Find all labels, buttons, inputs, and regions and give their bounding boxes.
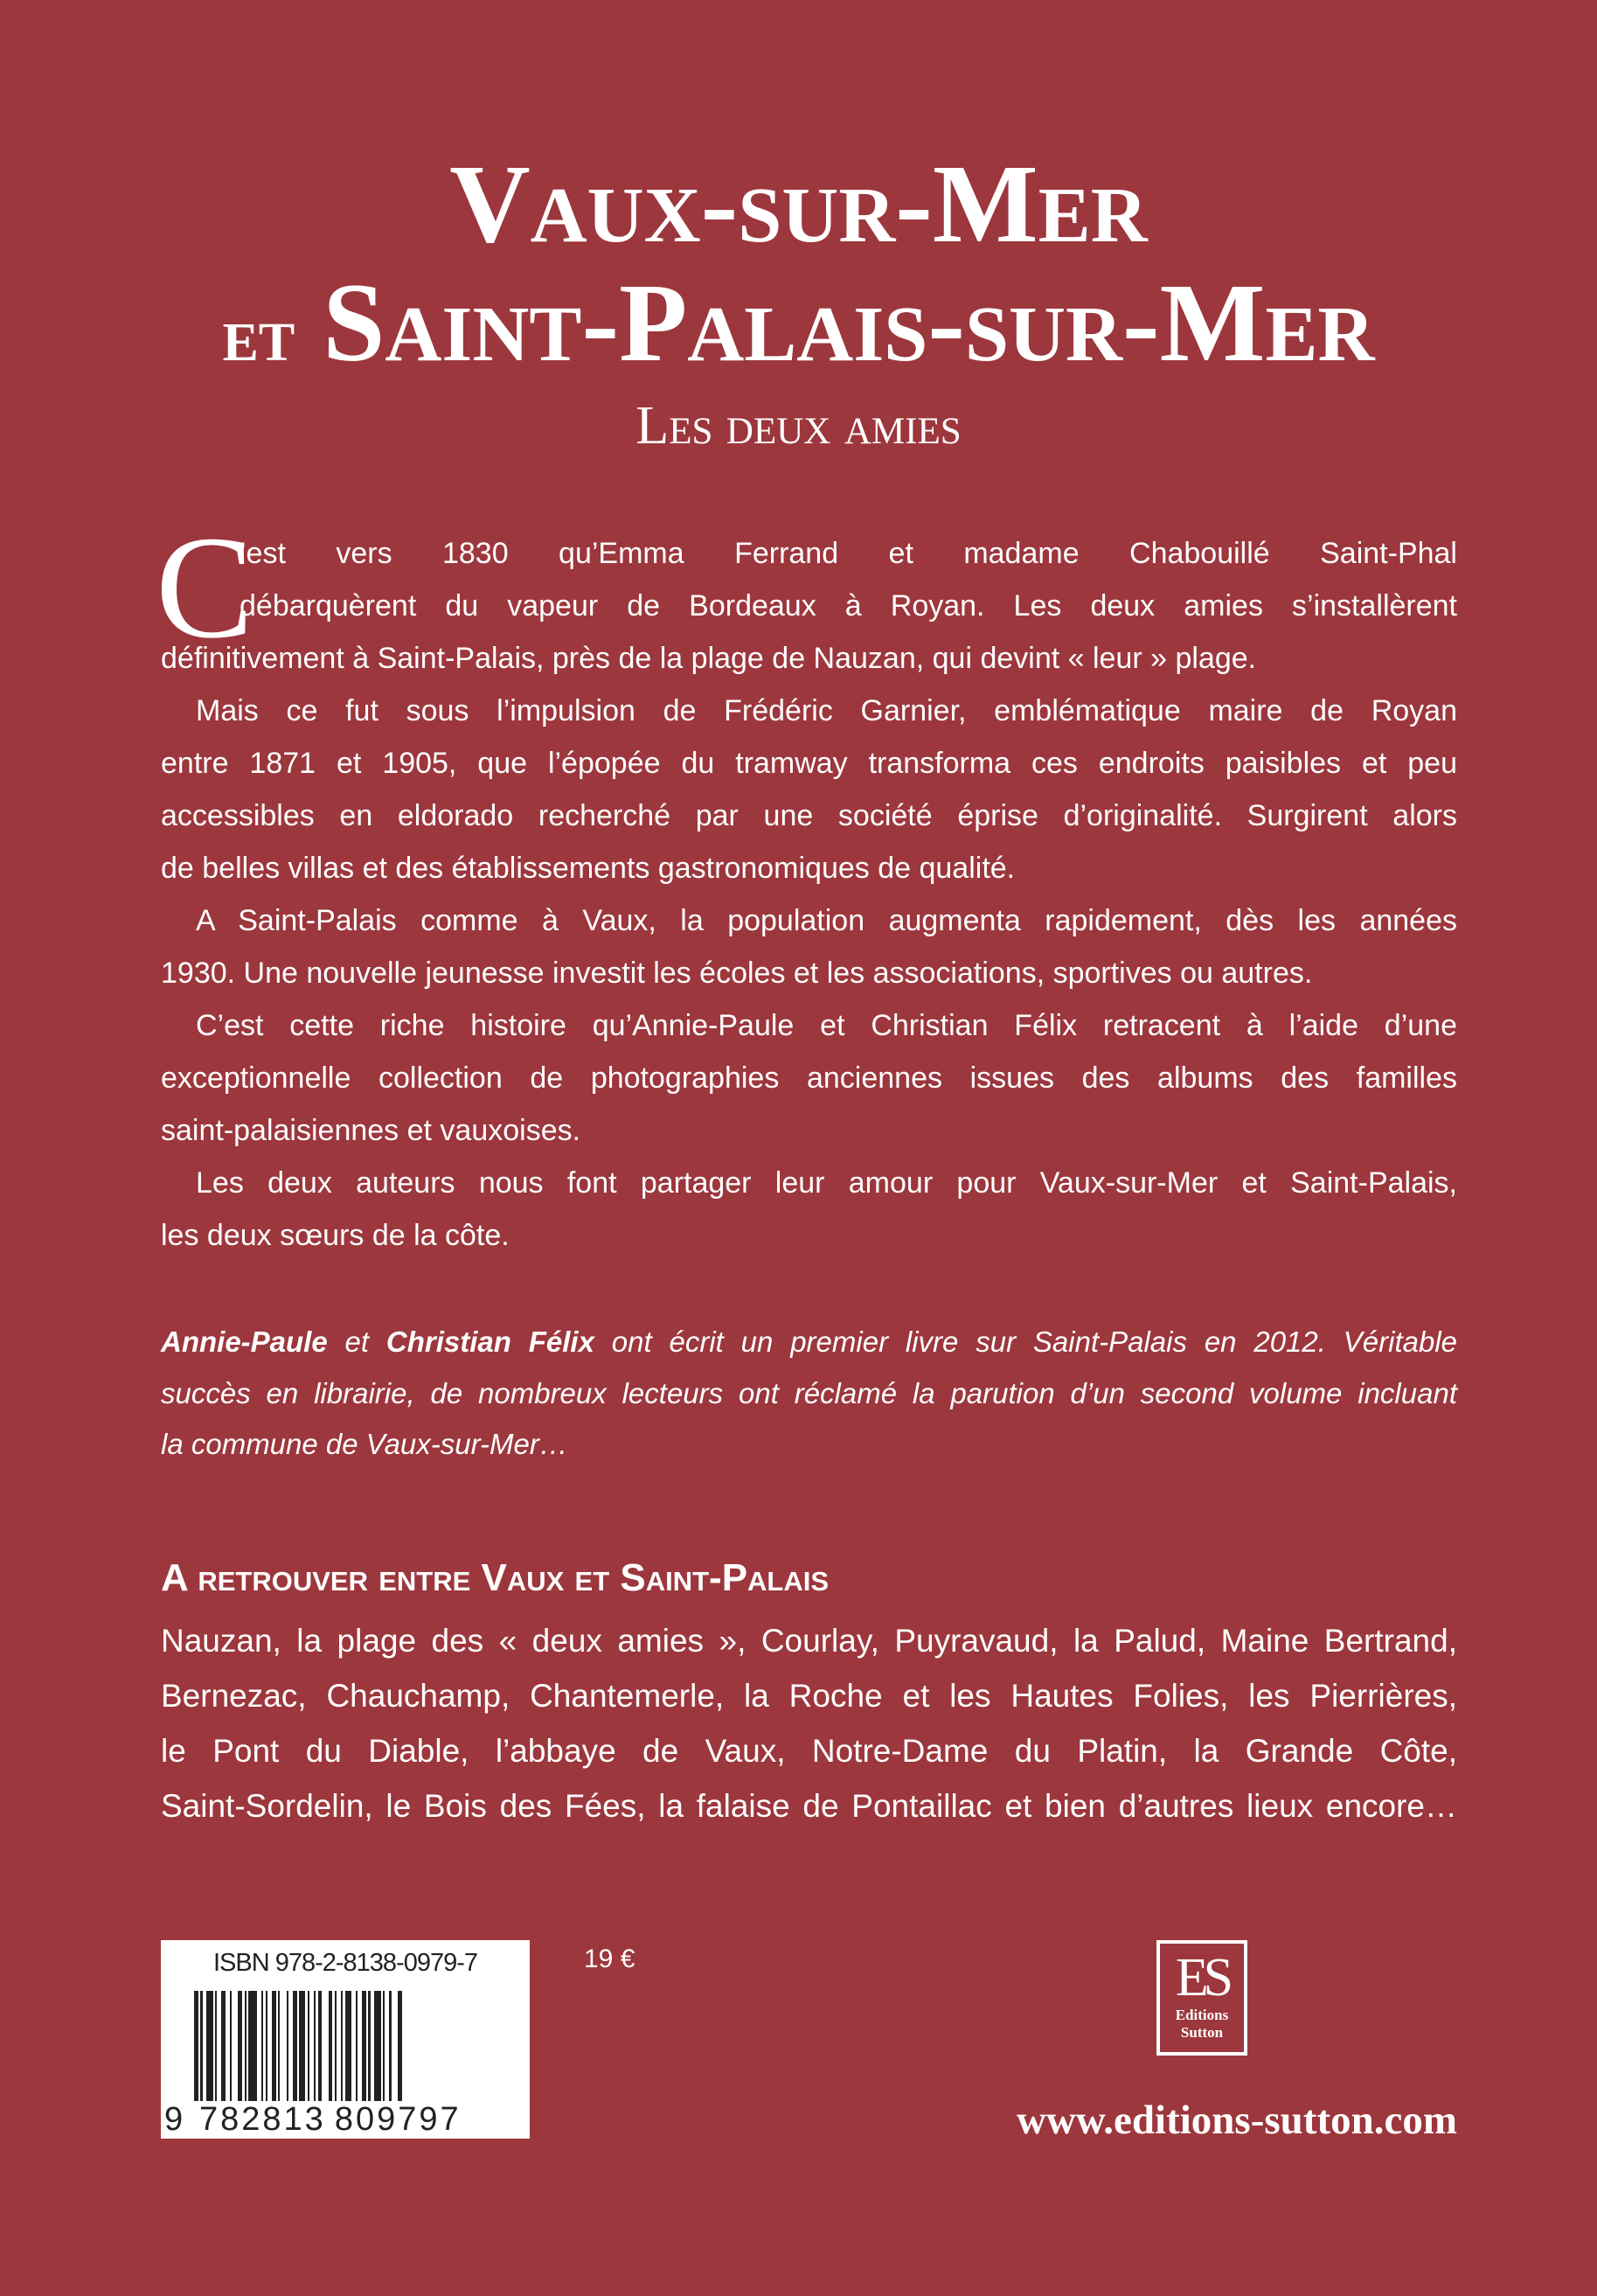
barcode-bar: [362, 1991, 366, 2115]
barcode-bar: [318, 1991, 323, 2115]
blurb-line: définitivement à Saint-Palais, près de la plage de Nauzan, qui devint « leur » plage.: [161, 642, 1257, 675]
title-line-2-text: Saint-Palais-sur-Mer: [323, 261, 1375, 385]
bio-text: ont écrit un premier livre sur Saint-Palais en 2012. Véritable: [594, 1325, 1458, 1358]
barcode-bar: [194, 1991, 198, 2115]
blurb-line: A Saint-Palais comme à Vaux, la population augmenta rapidement, dès les années: [196, 904, 1457, 937]
barcode-bar: [206, 1991, 212, 2115]
blurb-line: saint-palaisiennes et vauxoises.: [161, 1114, 581, 1147]
barcode-bar: [398, 1991, 402, 2115]
bio-text: et: [327, 1325, 386, 1358]
blurb-line: exceptionnelle collection de photographies anciennes issues des albums des familles: [161, 1061, 1457, 1095]
barcode-bar: [278, 1991, 280, 2115]
ean-left-group: 782813: [199, 2101, 326, 2138]
publisher-logo: [1156, 1940, 1247, 2056]
blurb-text: [161, 527, 1457, 1262]
barcode-bar: [230, 1991, 232, 2115]
blurb-line: débarquèrent du vapeur de Bordeaux à Royan. Les deux amies s’installèrent: [240, 589, 1457, 623]
barcode-bar: [308, 1991, 309, 2115]
blurb-line: accessibles en eldorado recherché par une société éprise d’originalité. Surgirent alors: [161, 799, 1457, 832]
blurb-line: entre 1871 et 1905, que l’épopée du tramway transforma ces endroits paisibles et peu: [161, 747, 1457, 780]
places-heading: A retrouver entre Vaux et Saint-Palais: [161, 1556, 830, 1599]
title-line-1: Vaux-sur-Mer: [449, 142, 1148, 266]
barcode-bar: [215, 1991, 217, 2115]
places-line: le Pont du Diable, l’abbaye de Vaux, Notre-Dame du Platin, la Grande Côte,: [161, 1733, 1457, 1769]
author-bio: [161, 1317, 1457, 1471]
barcode-bar: [383, 1991, 385, 2115]
blurb-line: Les deux auteurs nous font partager leur amour pour Vaux-sur-Mer et Saint-Palais,: [196, 1166, 1457, 1200]
isbn-number: ISBN 978-2-8138-0979-7: [212, 1949, 478, 1977]
drop-cap: C: [156, 506, 254, 669]
barcode-bar: [374, 1991, 380, 2115]
price: 19 €: [584, 1945, 635, 1973]
logo-line-1: Editions: [1175, 2007, 1229, 2023]
barcode-bar: [368, 1991, 370, 2115]
bio-line: succès en librairie, de nombreux lecteurs ont réclamé la parution d’un second volume incluant: [161, 1376, 1457, 1409]
barcode-bar: [345, 1991, 351, 2115]
blurb-line: les deux sœurs de la côte.: [161, 1219, 510, 1252]
places-line: Saint-Sordelin, le Bois des Fées, la falaise de Pontaillac et bien d’autres lieux encore…: [161, 1788, 1457, 1824]
barcode-bar: [221, 1991, 226, 2115]
barcode-bar: [356, 1991, 358, 2115]
blurb-line: de belles villas et des établissements gastronomiques de qualité.: [161, 852, 1016, 885]
ean-first-digit: 9: [164, 2101, 184, 2138]
bio-line: la commune de Vaux-sur-Mer…: [161, 1428, 568, 1460]
barcode-bar: [266, 1991, 267, 2115]
ean-digits: [164, 2101, 462, 2139]
barcode-bar: [248, 1991, 257, 2115]
places-line: Bernezac, Chauchamp, Chantemerle, la Roche et les Hautes Folies, les Pierrières,: [161, 1678, 1457, 1714]
author-name: Annie-Paule: [161, 1325, 328, 1358]
title-line-2: [0, 259, 1597, 387]
logo-letters: ES: [1175, 1948, 1229, 2007]
barcode-bar: [329, 1991, 333, 2115]
publisher-url[interactable]: www.editions-sutton.com: [1017, 2098, 1457, 2143]
barcode-bars: [194, 1991, 507, 2115]
barcode-bar: [335, 1991, 337, 2115]
barcode-bar: [200, 1991, 202, 2115]
barcode-bar: [245, 1991, 246, 2115]
barcode-bar: [299, 1991, 305, 2115]
barcode-bar: [341, 1991, 343, 2115]
isbn-barcode: [161, 1940, 530, 2139]
blurb-line: Mais ce fut sous l’impulsion de Frédéric Garnier, emblématique maire de Royan: [196, 694, 1457, 727]
barcode-bar: [314, 1991, 316, 2115]
blurb-line: ’est vers 1830 qu’Emma Ferrand et madame Chabouillé Saint-Phal: [240, 537, 1457, 570]
blurb-line: C’est cette riche histoire qu’Annie-Paule et Christian Félix retracent à l’aide d’une: [196, 1009, 1457, 1042]
blurb-line: 1930. Une nouvelle jeunesse investit les écoles et les associations, sportives ou autres.: [161, 957, 1313, 990]
barcode-bar: [287, 1991, 288, 2115]
barcode-bar: [293, 1991, 297, 2115]
places-line: Nauzan, la plage des « deux amies », Courlay, Puyravaud, la Palud, Maine Bertrand,: [161, 1623, 1457, 1659]
ean-right-group: 809797: [334, 2101, 462, 2138]
author-name: Christian Félix: [385, 1325, 594, 1358]
barcode-bar: [261, 1991, 263, 2115]
title-prefix: et: [222, 293, 295, 378]
barcode-bar: [238, 1991, 242, 2115]
barcode-bar: [389, 1991, 391, 2115]
subtitle: Les deux amies: [635, 396, 962, 456]
logo-line-2: Sutton: [1180, 2024, 1224, 2041]
places-list: [161, 1613, 1457, 1833]
barcode-bar: [272, 1991, 276, 2115]
